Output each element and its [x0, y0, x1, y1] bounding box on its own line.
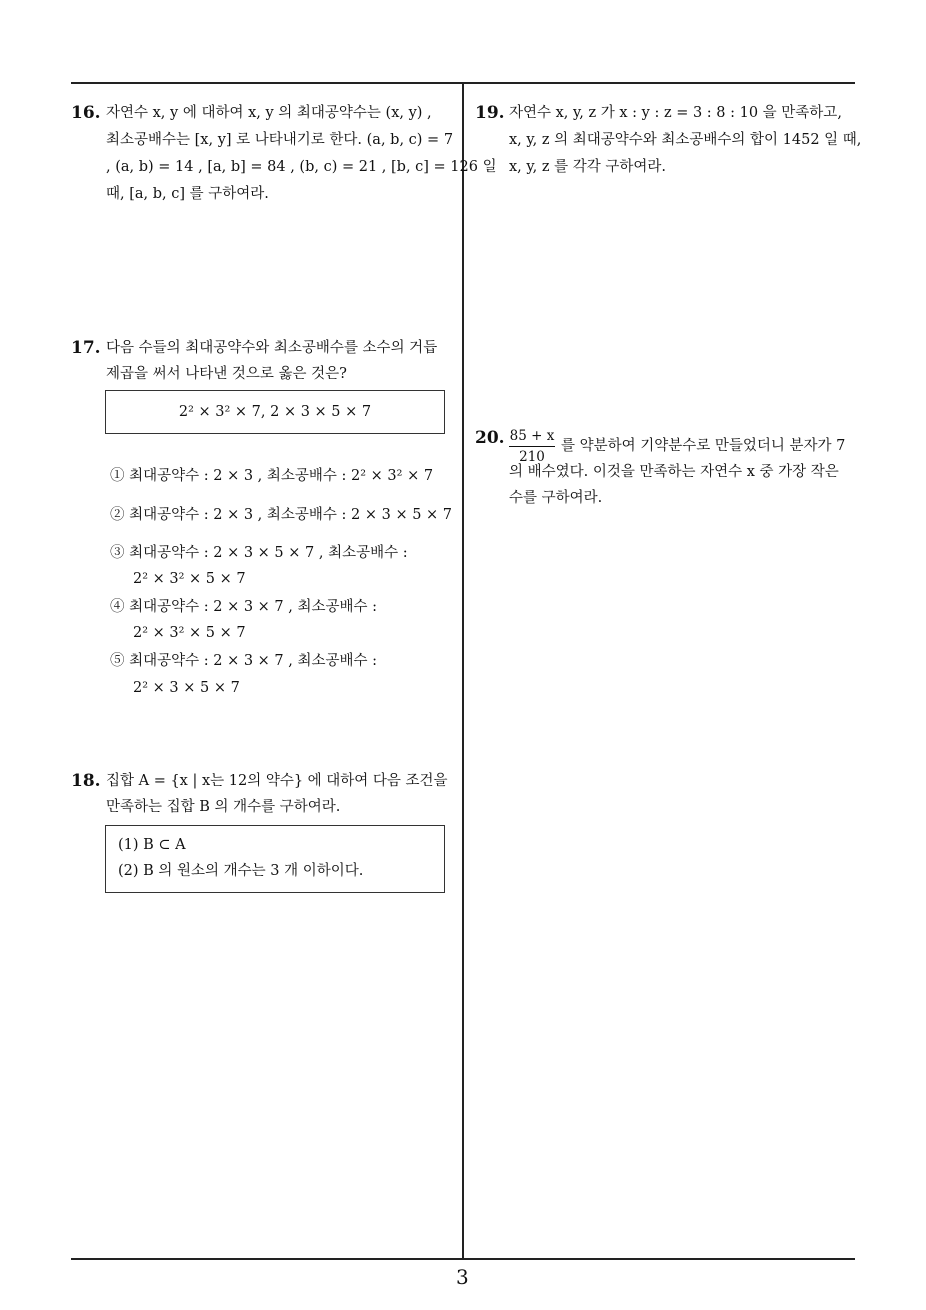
- page-number: 3: [456, 1265, 469, 1289]
- question-number: 19.: [475, 103, 505, 123]
- answer-choice-3-continued: 2² × 3² × 5 × 7: [133, 571, 246, 587]
- question-text-line: x, y, z 를 각각 구하여라.: [509, 159, 667, 175]
- fraction-denominator: 210: [519, 449, 545, 465]
- question-number: 16.: [71, 103, 101, 123]
- condition-box: [105, 825, 445, 893]
- question-text-line: 만족하는 집합 B 의 개수를 구하여라.: [106, 799, 341, 815]
- answer-choice-4-continued: 2² × 3² × 5 × 7: [133, 625, 246, 641]
- answer-choice-5-continued: 2² × 3 × 5 × 7: [133, 680, 240, 696]
- question-number: 17.: [71, 338, 101, 358]
- fraction-bar: [509, 446, 555, 447]
- question-text-line: x, y, z 의 최대공약수와 최소공배수의 합이 1452 일 때,: [509, 132, 862, 148]
- fraction-numerator: 85 + x: [509, 428, 555, 444]
- condition-line: (1) B ⊂ A: [118, 837, 186, 853]
- question-text-line: 를 약분하여 기약분수로 만들었더니 분자가 7: [561, 438, 846, 454]
- condition-line: (2) B 의 원소의 개수는 3 개 이하이다.: [118, 863, 364, 879]
- question-text-line: 자연수 x, y, z 가 x : y : z = 3 : 8 : 10 을 만족하고,: [509, 105, 842, 121]
- given-expression: 2² × 3² × 7, 2 × 3 × 5 × 7: [178, 404, 372, 420]
- question-text-line: 때, [a, b, c] 를 구하여라.: [106, 186, 269, 202]
- question-number: 18.: [71, 771, 101, 791]
- answer-choice-1[interactable]: ① 최대공약수 : 2 × 3 , 최소공배수 : 2² × 3² × 7: [110, 468, 434, 484]
- question-text-line: 제곱을 써서 나타낸 것으로 옳은 것은?: [106, 366, 347, 382]
- question-text-line: 다음 수들의 최대공약수와 최소공배수를 소수의 거듭: [106, 340, 438, 356]
- answer-choice-4[interactable]: ④ 최대공약수 : 2 × 3 × 7 , 최소공배수 :: [110, 599, 378, 615]
- question-text-line: 의 배수였다. 이것을 만족하는 자연수 x 중 가장 작은: [509, 464, 839, 480]
- question-text-line: 집합 A = {x | x는 12의 약수} 에 대하여 다음 조건을: [106, 773, 448, 789]
- bottom-rule: [71, 1258, 855, 1260]
- question-text-line: 자연수 x, y 에 대하여 x, y 의 최대공약수는 (x, y) ,: [106, 105, 432, 121]
- question-text-line: 수를 구하여라.: [509, 490, 603, 506]
- question-number: 20.: [475, 428, 505, 448]
- answer-choice-3[interactable]: ③ 최대공약수 : 2 × 3 × 5 × 7 , 최소공배수 :: [110, 545, 408, 561]
- question-text-line: 최소공배수는 [x, y] 로 나타내기로 한다. (a, b, c) = 7: [106, 132, 454, 148]
- given-expression-box: [105, 390, 445, 434]
- question-text-line: , (a, b) = 14 , [a, b] = 84 , (b, c) = 21 , [b, c] = 126 일: [106, 159, 497, 175]
- column-divider: [462, 83, 464, 1259]
- answer-choice-5[interactable]: ⑤ 최대공약수 : 2 × 3 × 7 , 최소공배수 :: [110, 653, 378, 669]
- answer-choice-2[interactable]: ② 최대공약수 : 2 × 3 , 최소공배수 : 2 × 3 × 5 × 7: [110, 507, 453, 523]
